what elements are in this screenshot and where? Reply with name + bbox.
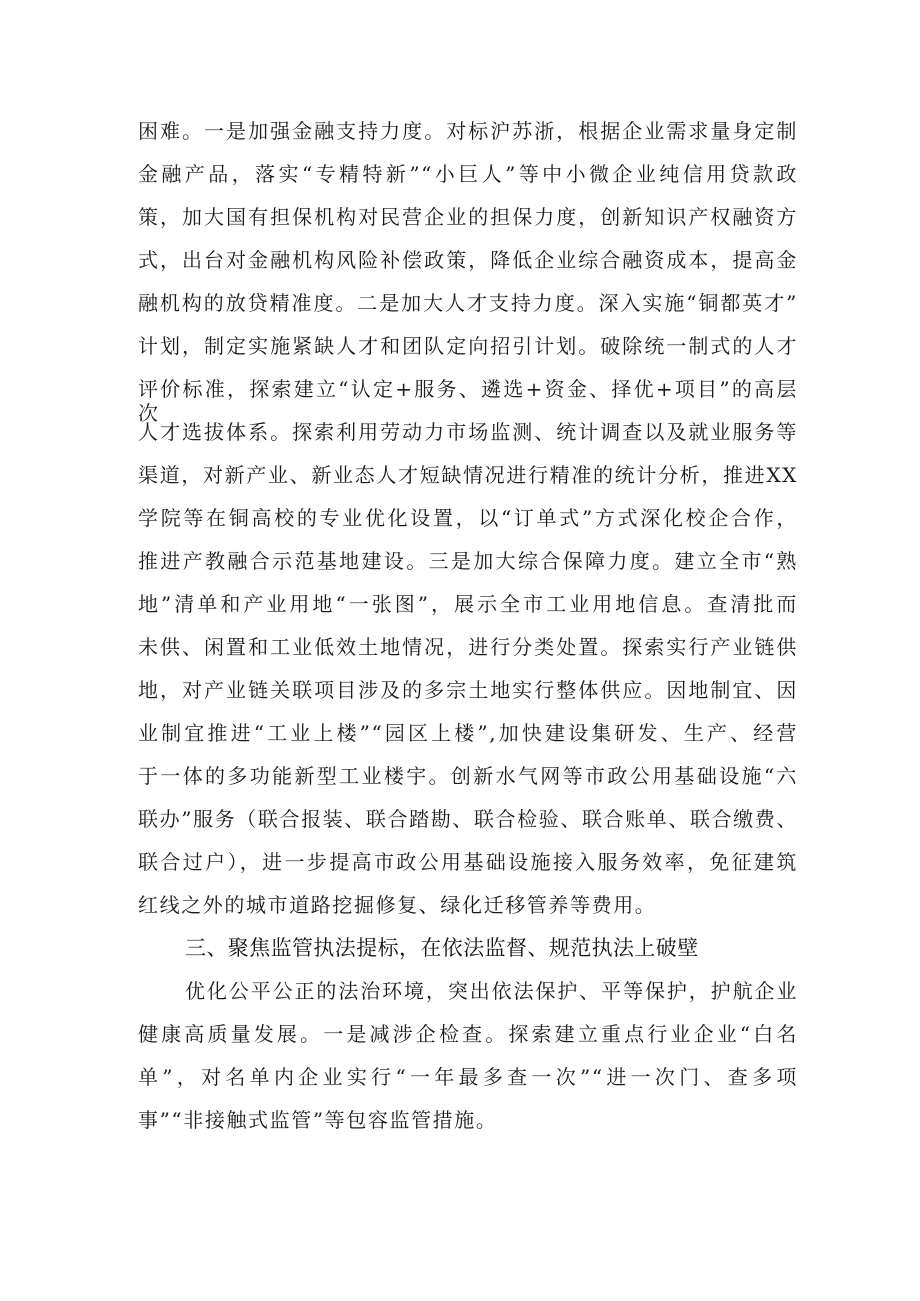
section-heading: 三、聚焦监管执法提标，在依法监督、规范执法上破壁 [185, 936, 699, 960]
paragraph-line: 联办”服务（联合报装、联合踏勘、联合检验、联合账单、联合缴费、 [138, 807, 798, 831]
paragraph-line: 渠道，对新产业、新业态人才短缺情况进行精准的统计分析，推进XX [138, 463, 798, 487]
paragraph-line: 红线之外的城市道路挖掘修复、绿化迁移管养等费用。 [138, 893, 657, 917]
paragraph-line: 业制宜推进“工业上楼”“园区上楼”,加快建设集研发、生产、经营 [138, 721, 798, 745]
paragraph-line: 健康高质量发展。一是减涉企检查。探索建立重点行业企业“白名 [138, 1022, 798, 1046]
paragraph-line: 计划，制定实施紧缺人才和团队定向招引计划。破除统一制式的人才 [138, 334, 798, 358]
paragraph-line: 单”，对名单内企业实行“一年最多查一次”“进一次门、查多项 [138, 1065, 798, 1089]
paragraph-line: 地，对产业链关联项目涉及的多宗土地实行整体供应。因地制宜、因 [138, 678, 798, 702]
paragraph-line: 未供、闲置和工业低效土地情况，进行分类处置。探索实行产业链供 [138, 635, 798, 659]
paragraph-line: 评价标准，探索建立“认定+服务、遴选+资金、择优+项目”的高层次 [138, 377, 798, 425]
paragraph-line: 学院等在铜高校的专业优化设置，以“订单式”方式深化校企合作， [138, 506, 798, 530]
paragraph-line: 推进产教融合示范基地建设。三是加大综合保障力度。建立全市“熟 [138, 549, 798, 573]
paragraph-line: 于一体的多功能新型工业楼宇。创新水气网等市政公用基础设施“六 [138, 764, 798, 788]
paragraph-line: 融机构的放贷精准度。二是加大人才支持力度。深入实施“铜都英才” [138, 291, 798, 315]
paragraph-line: 困难。一是加强金融支持力度。对标沪苏浙，根据企业需求量身定制 [138, 119, 798, 143]
paragraph-line: 策，加大国有担保机构对民营企业的担保力度，创新知识产权融资方 [138, 205, 798, 229]
paragraph-line: 地”清单和产业用地“一张图”，展示全市工业用地信息。查清批而 [138, 592, 798, 616]
paragraph-line: 金融产品，落实“专精特新”“小巨人”等中小微企业纯信用贷款政 [138, 162, 798, 186]
paragraph-line: 人才选拔体系。探索利用劳动力市场监测、统计调查以及就业服务等 [138, 420, 798, 444]
paragraph-line: 优化公平公正的法治环境，突出依法保护、平等保护，护航企业 [185, 979, 798, 1003]
paragraph-line: 联合过户），进一步提高市政公用基础设施接入服务效率，免征建筑 [138, 850, 798, 874]
paragraph-line: 事”“非接触式监管”等包容监管措施。 [138, 1108, 498, 1132]
paragraph-line: 式，出台对金融机构风险补偿政策，降低企业综合融资成本，提高金 [138, 248, 798, 272]
